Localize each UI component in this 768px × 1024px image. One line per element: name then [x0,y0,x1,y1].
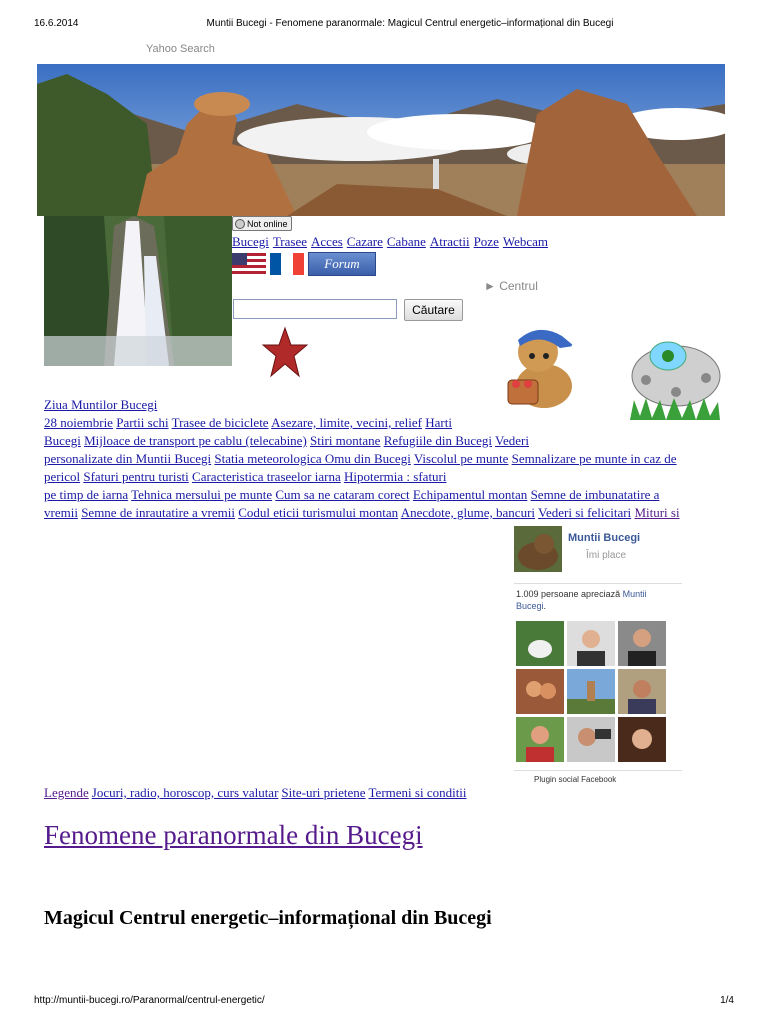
page-title[interactable]: Fenomene paranormale din Bucegi [44,820,423,850]
link-hipotermia-iarna[interactable]: pe timp de iarna [44,487,129,502]
link-mituri[interactable]: Mituri si [634,505,680,520]
facebook-page-avatar[interactable] [514,526,562,572]
link-jocuri[interactable]: Jocuri, radio, horoscop, curs valutar [91,785,279,800]
nav-atractii[interactable]: Atractii [429,234,470,249]
mountain-banner [37,64,725,216]
star-icon [262,326,308,383]
nav-bucegi[interactable]: Bucegi [232,234,269,249]
print-page-number: 1/4 [720,995,734,1006]
facebook-like-count [516,588,676,612]
link-vederi-felicitari[interactable]: Vederi si felicitari [538,505,632,520]
nav-webcam[interactable]: Webcam [502,234,549,249]
bottom-links [44,785,470,801]
france-flag-icon[interactable] [270,253,304,275]
facebook-fans-grid [516,621,666,762]
link-semne-imbunatatire[interactable]: Semne de imbunatatire a [530,487,660,502]
link-viscolul[interactable]: Viscolul pe munte [413,451,509,466]
link-vederi[interactable]: Vederi [495,433,529,448]
print-title: Muntii Bucegi - Fenomene paranormale: Magicul Centrul energetic–informațional din Bucegi [206,18,614,29]
divider [514,770,682,771]
facebook-like-button[interactable]: Îmi place [586,550,627,561]
link-statia-meteo[interactable]: Statia meteorologica Omu din Bucegi [214,451,411,466]
link-semne-imbunatatire-vremii[interactable]: vremii [44,505,78,520]
fan-avatar[interactable] [567,621,615,666]
link-semnalizare-pericol[interactable]: pericol [44,469,81,484]
fan-avatar[interactable] [516,621,564,666]
link-tehnica-mers[interactable]: Tehnica mersului pe munte [131,487,273,502]
link-site-uri-prietene[interactable]: Site-uri prietene [281,785,366,800]
link-codul-eticii[interactable]: Codul eticii turismului montan [238,505,399,520]
top-navigation [232,234,552,250]
language-flags [232,252,376,276]
like-count-text: 1.009 persoane apreciază [516,589,621,599]
link-harti-bucegi[interactable]: Bucegi [44,433,81,448]
facebook-plugin-label: Plugin social Facebook [534,775,617,784]
fan-avatar[interactable] [618,621,666,666]
link-legende[interactable]: Legende [44,785,89,800]
nav-poze[interactable]: Poze [473,234,499,249]
divider [514,583,682,584]
fan-avatar[interactable] [567,717,615,762]
fan-avatar[interactable] [516,669,564,714]
link-ziua-muntilor[interactable]: Ziua Muntilor Bucegi [44,397,158,412]
site-links [44,396,724,522]
us-flag-icon[interactable] [232,253,266,275]
fan-avatar[interactable] [618,669,666,714]
link-termeni[interactable]: Termeni si conditii [368,785,467,800]
link-echipament[interactable]: Echipamentul montan [412,487,528,502]
link-semne-inrautatire[interactable]: Semne de inrautatire a vremii [81,505,235,520]
link-stiri-montane[interactable]: Stiri montane [310,433,381,448]
nav-acces[interactable]: Acces [311,234,343,249]
like-count-end: . [543,601,547,611]
link-anecdote[interactable]: Anecdote, glume, bancuri [400,505,536,520]
link-28-noiembrie[interactable]: 28 noiembrie [44,415,113,430]
waterfall-image [44,216,232,366]
link-semnalizare[interactable]: Semnalizare pe munte in caz de [511,451,677,466]
link-trasee-biciclete[interactable]: Trasee de biciclete [171,415,269,430]
print-url: http://muntii-bucegi.ro/Paranormal/centrul-energetic/ [34,995,265,1006]
print-date: 16.6.2014 [34,18,79,29]
fan-avatar[interactable] [618,717,666,762]
status-icon [235,219,245,229]
link-harti[interactable]: Harti [425,415,452,430]
link-cataram[interactable]: Cum sa ne cataram corect [275,487,410,502]
nav-cabane[interactable]: Cabane [386,234,426,249]
centrul-link[interactable]: ► Centrul [484,279,538,293]
online-status-badge [232,216,292,231]
link-vederi-personalizate[interactable]: personalizate din Muntii Bucegi [44,451,212,466]
link-caracteristica-trasee[interactable]: Caracteristica traseelor iarna [192,469,341,484]
fan-avatar[interactable] [516,717,564,762]
like-count-page-link[interactable]: Muntii Bucegi [516,589,647,611]
nav-trasee[interactable]: Trasee [272,234,308,249]
link-sfaturi-turisti[interactable]: Sfaturi pentru turisti [83,469,189,484]
article-subtitle: Magicul Centrul energetic–informațional din Bucegi [44,907,492,929]
facebook-widget [514,526,682,786]
link-partii-schi[interactable]: Partii schi [116,415,169,430]
nav-cazare[interactable]: Cazare [346,234,383,249]
link-telecabine[interactable]: Mijloace de transport pe cablu (telecabine) [84,433,307,448]
link-hipotermia[interactable]: Hipotermia : sfaturi [343,469,447,484]
search-button[interactable]: Căutare [404,299,463,321]
forum-button[interactable]: Forum [308,252,376,276]
yahoo-search-link[interactable]: Yahoo Search [146,43,215,55]
link-refugiile[interactable]: Refugiile din Bucegi [383,433,493,448]
status-text: Not online [247,218,288,229]
link-asezare[interactable]: Asezare, limite, vecini, relief [271,415,422,430]
fan-avatar[interactable] [567,669,615,714]
facebook-page-name[interactable]: Muntii Bucegi [568,532,641,544]
search-input[interactable] [233,299,397,319]
